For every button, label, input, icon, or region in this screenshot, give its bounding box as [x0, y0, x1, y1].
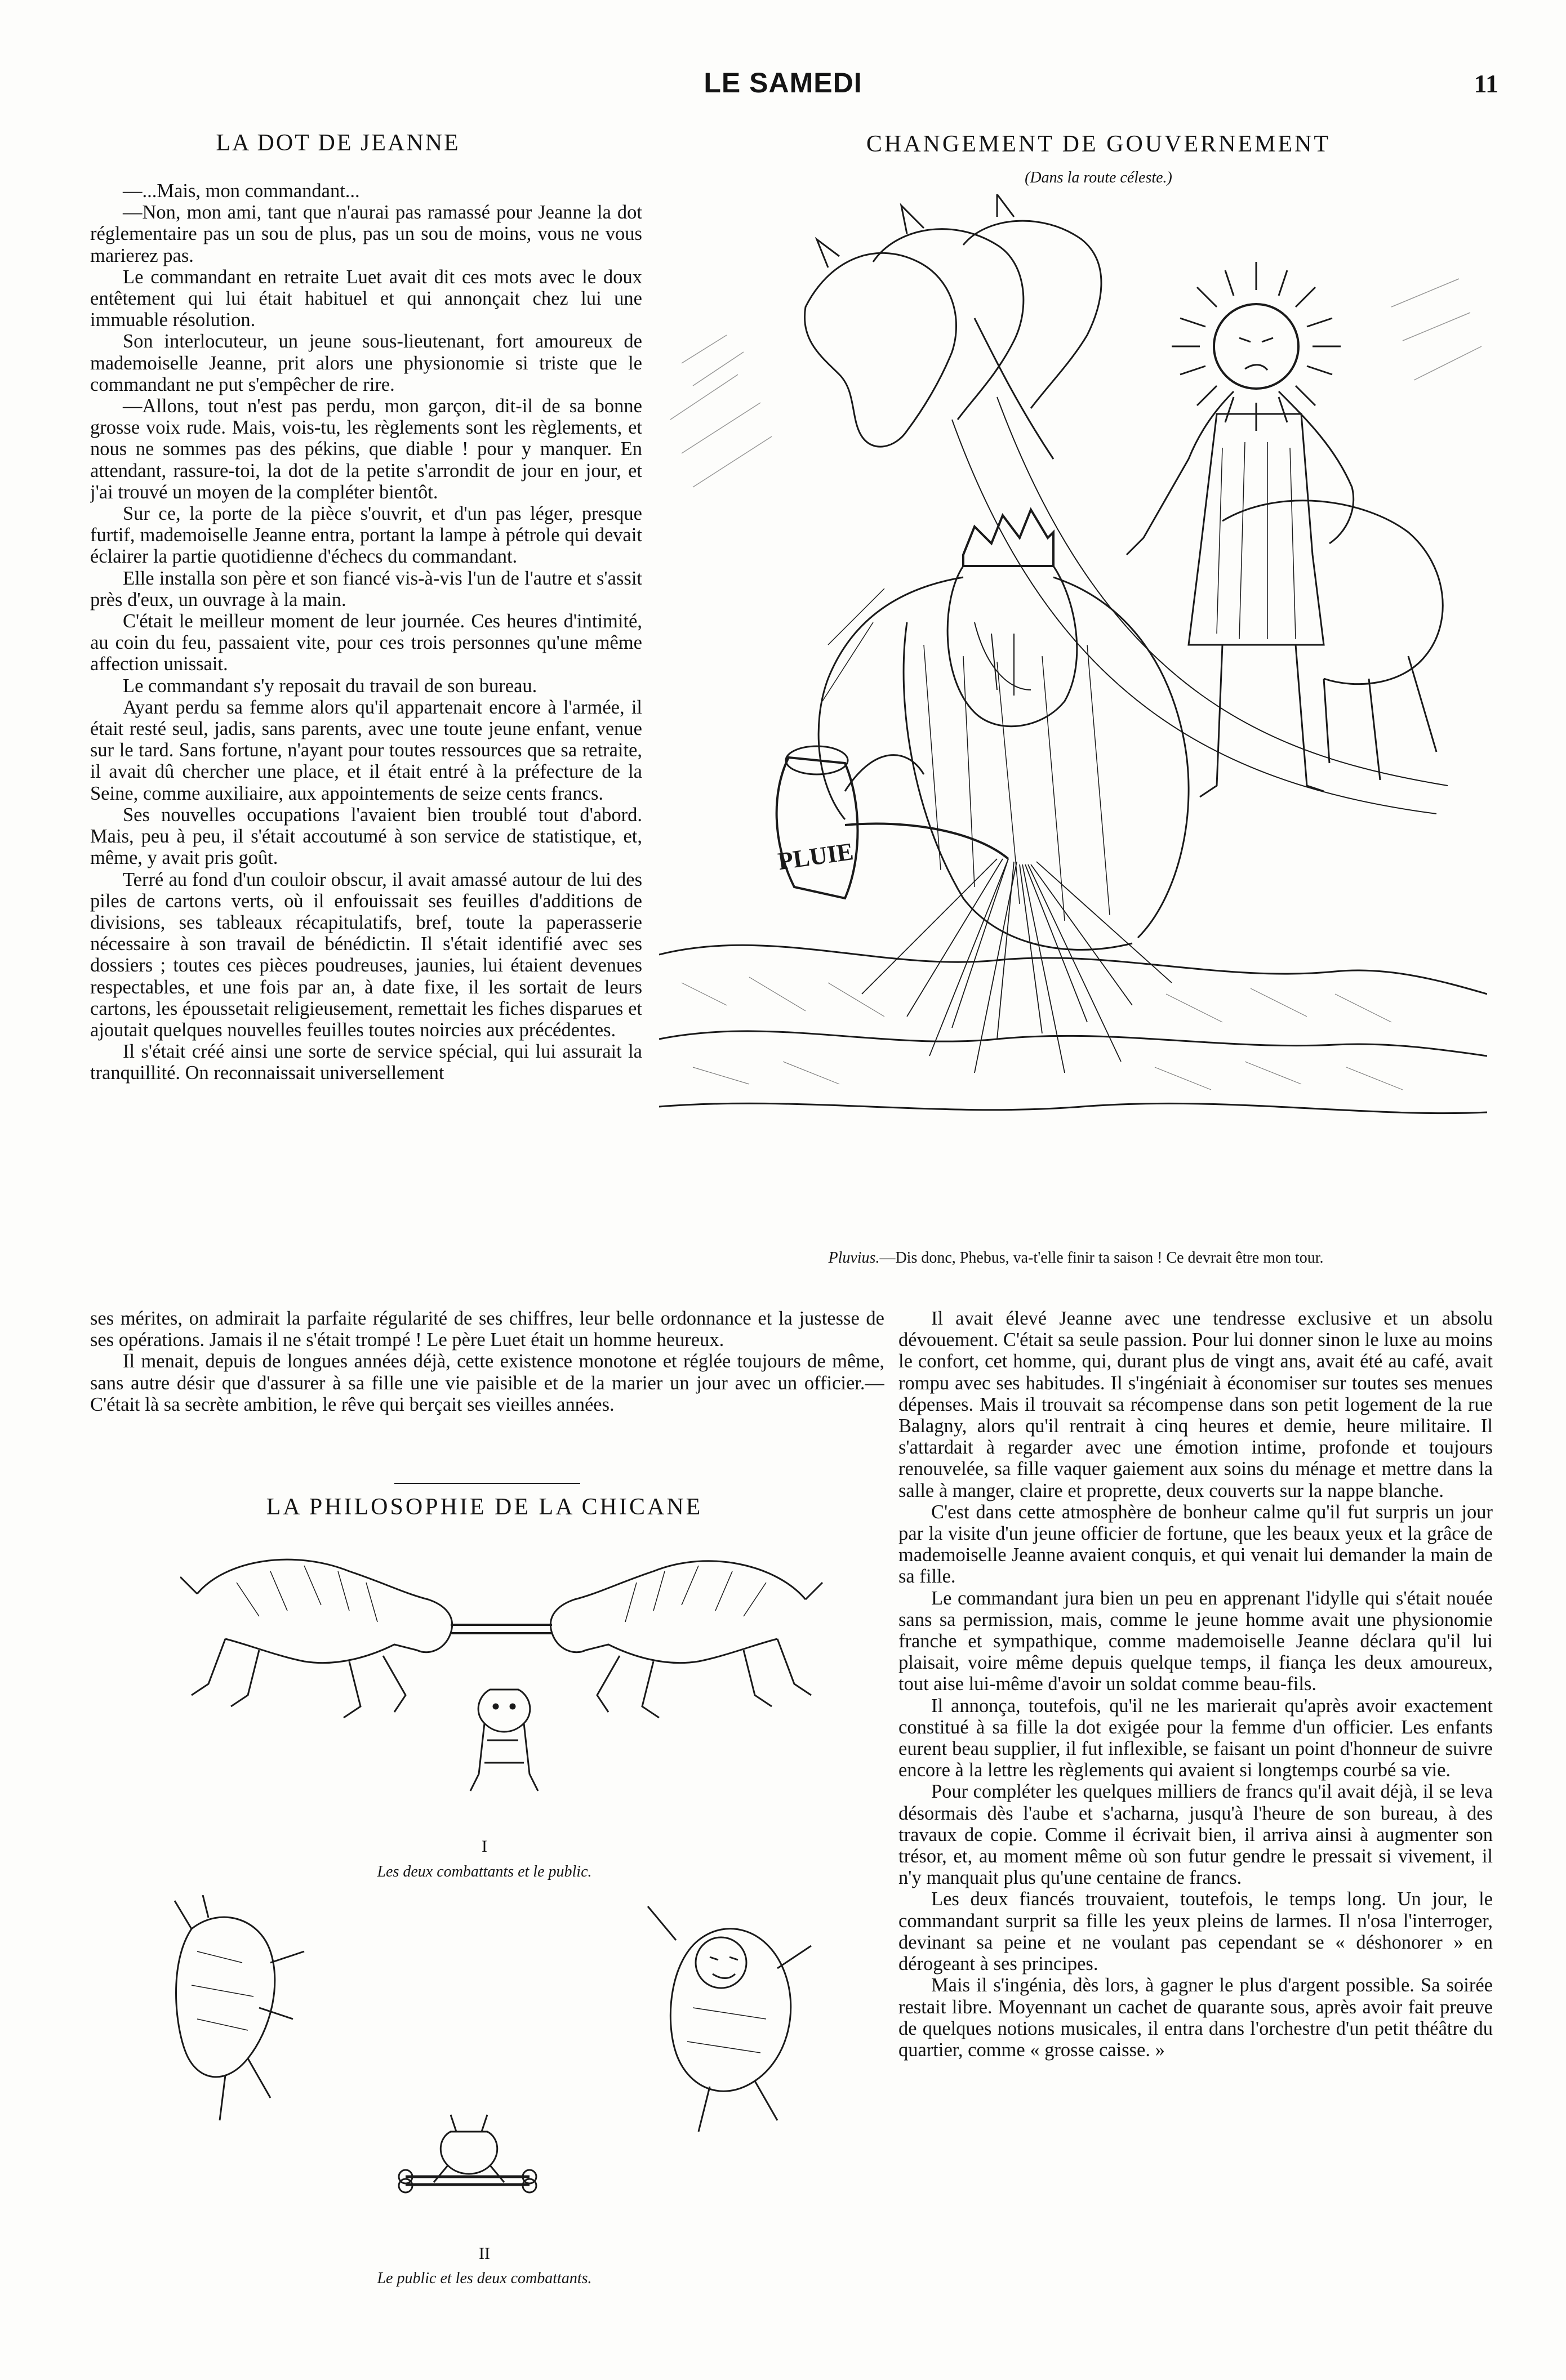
section-divider — [394, 1483, 580, 1484]
cartoon-subtitle: (Dans la route céleste.) — [1025, 169, 1172, 186]
caption-text: —Dis donc, Phebus, va-t'elle finir ta saison ! Ce devrait être mon tour. — [879, 1249, 1324, 1267]
article-paragraph: —...Mais, mon commandant... — [123, 180, 360, 202]
cartoon-title: CHANGEMENT DE GOUVERNEMENT — [866, 131, 1331, 157]
cartoon2-title: LA PHILOSOPHIE DE LA CHICANE — [266, 1494, 703, 1520]
article-left-column — [90, 180, 642, 1301]
caption-speaker: Pluvius. — [828, 1249, 880, 1267]
panel1-number: I — [482, 1837, 487, 1856]
cartoon-caption — [670, 1249, 1482, 1267]
article-paragraph: Le commandant s'y reposait du travail de son bureau. — [123, 675, 537, 697]
article-paragraph: Les deux fiancés trouvaient, toutefois, le temps long. Un jour, le commandant surprit sa fille les yeux pleins de larmes. Il n'osa l'interroger, devinant sa peine et ne voulant pas cependant se « déshonorer » en dérogeant à ses principes. — [898, 1888, 1493, 1975]
article-paragraph: Sur ce, la porte de la pièce s'ouvrit, et d'un pas léger, presque furtif, mademoiselle Jeanne entra, portant la lampe à pétrole qui devait éclairer la partie quotidienne d'échecs du commandant. — [90, 503, 642, 568]
article-title: LA DOT DE JEANNE — [216, 130, 460, 156]
article-wide-span — [90, 1308, 884, 1471]
article-paragraph: Terré au fond d'un couloir obscur, il avait amassé autour de lui des piles de cartons verts, où il enfouissait ses feuilles d'additions de divisions, ses tableaux récapitulatifs, bref, toute la paperasserie nécessaire à son travail de bénédictin. Il s'était identifié avec ses dossiers ; toutes ces pièces poudreuses, jaunies, lui étaient devenues respectables, et une fois par an, à date fixe, il les sortait de leurs cartons, les époussetait religieusement, remettait les fiches disparues et ajoutait quelques nouvelles feuilles toutes noircies aux précédentes. — [90, 868, 642, 1041]
article-paragraph: Le commandant jura bien un peu en apprenant l'idylle qui s'était nouée sans sa permission, mais, comme le jeune homme avait une physionomie franche et sympathique, comme mademoiselle Jeanne déclara qu'il lui plaisait, voire même depuis quelque temps, il fiança les deux amoureux, tout aise lui-même d'avoir un soldat comme beau-fils. — [898, 1587, 1493, 1695]
article-paragraph: C'était le meilleur moment de leur journée. Ces heures d'intimité, au coin du feu, passaient vite, pour ces trois personnes qu'une même affection unissait. — [90, 610, 642, 675]
article-paragraph: Elle installa son père et son fiancé vis-à-vis l'un de l'autre et s'assit près d'eux, un ouvrage à la main. — [90, 567, 642, 610]
article-right-column — [898, 1308, 1493, 2310]
article-paragraph: Il annonça, toutefois, qu'il ne les marierait qu'après avoir exactement constitué à sa fille la dot exigée pour la femme d'un officier. Les enfants eurent beau supplier, il fut inflexible, se faisant un point d'honneur de suivre encore à la lettre les règlements qui avaient si longtemps courbé sa vie. — [898, 1695, 1493, 1781]
panel1-caption: Les deux combattants et le public. — [377, 1863, 592, 1880]
article-paragraph: ses mérites, on admirait la parfaite régularité de ses chiffres, leur belle ordonnance et la justesse de ses opérations. Jamais il ne s'était trompé ! Le père Luet était un homme heureux. — [90, 1308, 884, 1351]
article-paragraph: Ayant perdu sa femme alors qu'il appartenait encore à l'armée, il était resté seul, jadis, sans parents, avec une toute jeune enfant, venue sur le tard. Sans fortune, n'ayant pour toutes ressources que sa retraite, il avait dû chercher une place, et il était entré à la préfecture de la Seine, comme auxiliaire, aux appointements de seize cents francs. — [90, 696, 642, 804]
article-paragraph: Il avait élevé Jeanne avec une tendresse exclusive et un absolu dévouement. C'était sa seule passion. Pour lui donner sinon le luxe au moins le confort, cet homme, qui, durant plus de vingt ans, avait été au café, avait rompu avec ses habitudes. Il s'ingéniait à économiser sur toutes ses menues dépenses. Mais il trouvait sa récompense dans son petit logement de la rue Balagny, alors qu'il rentrait à cinq heures et demie, heure militaire. Il s'attardait à regarder avec une émotion intime, profonde et toujours renouvelée, sa fille vaquer gaiement aux soins du ménage et mettre dans la salle à manger, claire et proprette, deux couverts sur la nappe blanche. — [898, 1308, 1493, 1501]
pluvius-phebus-illustration — [659, 194, 1487, 1222]
article-paragraph: Mais il s'ingénia, dès lors, à gagner le plus d'argent possible. Sa soirée restait libre. Moyennant un cachet de quarante sous, après avoir fait preuve de quelques notions musicales, il entra dans l'orchestre d'un petit théâtre du quartier, comme « grosse caisse. » — [898, 1975, 1493, 2061]
article-paragraph: Pour compléter les quelques milliers de francs qu'il avait déjà, il se leva désormais dès l'aube et s'acharna, jusqu'à l'heure de son bureau, à des travaux de copie. Comme il écrivait bien, il arriva ainsi à augmenter son trésor, et, au moment même où son futur gendre le pressait si vivement, il n'y manquait plus qu'une centaine de francs. — [898, 1781, 1493, 1889]
article-paragraph: C'est dans cette atmosphère de bonheur calme qu'il fut surpris un jour par la visite d'un jeune officier de fortune, que les beaux yeux et la grâce de mademoiselle Jeanne avaient conquis, et qui venait lui demander la main de sa fille. — [898, 1501, 1493, 1588]
article-paragraph: Il s'était créé ainsi une sorte de service spécial, qui lui assurait la tranquillité. On reconnaissait universellement — [90, 1041, 642, 1084]
dogs-defeated-illustration — [158, 1895, 834, 2233]
dogs-fighting-illustration — [180, 1526, 828, 1830]
article-paragraph: Son interlocuteur, un jeune sous-lieutenant, fort amoureux de mademoiselle Jeanne, prit alors une physionomie si triste que le commandant ne put s'empêcher de rire. — [90, 331, 642, 395]
panel2-number: II — [479, 2244, 490, 2263]
page-number: 11 — [1474, 69, 1498, 98]
newspaper-title: LE SAMEDI — [704, 67, 862, 99]
watering-can-label: PLUIE — [776, 837, 855, 876]
article-paragraph: Le commandant en retraite Luet avait dit ces mots avec le doux entêtement qui lui était habituel et qui annonçait chez lui une immuable résolution. — [90, 266, 642, 331]
article-paragraph: —Non, mon ami, tant que n'aurai pas ramassé pour Jeanne la dot réglementaire pas un sou de plus, pas un sou de moins, vous ne vous marierez pas. — [90, 202, 642, 266]
panel2-caption: Le public et les deux combattants. — [377, 2270, 592, 2287]
article-paragraph: Ses nouvelles occupations l'avaient bien troublé tout d'abord. Mais, peu à peu, il s'était accoutumé à son service de statistique, et, même, y avait pris goût. — [90, 804, 642, 869]
article-paragraph: Il menait, depuis de longues années déjà, cette existence monotone et réglée toujours de même, sans autre désir que d'assurer à sa fille une vie paisible et de la marier un jour avec un officier.—C'était là sa secrète ambition, le rêve qui berçait ses vieilles années. — [90, 1351, 884, 1415]
article-paragraph: —Allons, tout n'est pas perdu, mon garçon, dit-il de sa bonne grosse voix rude. Mais, vois-tu, les règlements sont les règlements, et nous ne sommes pas des pékins, que diable ! pour y manquer. En attendant, rassure-toi, la dot de la petite s'arrondit de jour en jour, et j'ai trouvé un moyen de la compléter bientôt. — [90, 395, 642, 503]
